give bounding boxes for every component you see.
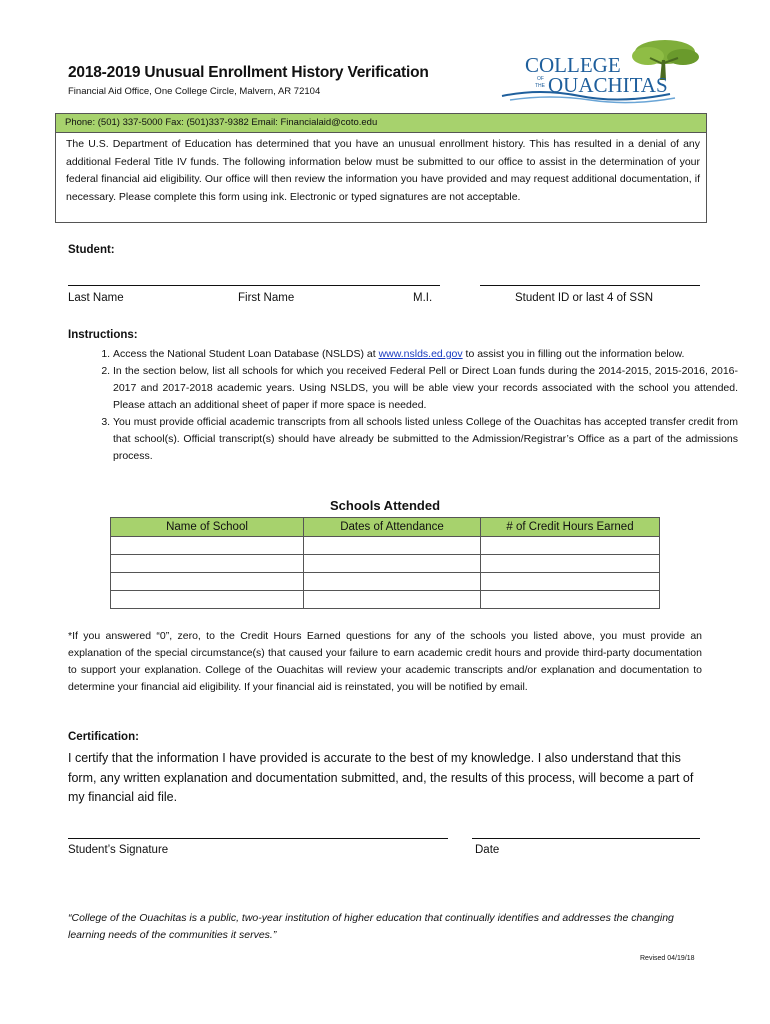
instruction-item-3: 3. You must provide official academic transcripts from all schools listed unless College of the Ouachitas has accepted transfer credit from that school(s). Official transcript(s) should have already be submitted to the Admission/Registrar’s Office as a part of the admissions process. xyxy=(113,414,738,465)
last-name-label: Last Name xyxy=(68,292,124,304)
signature-line[interactable] xyxy=(68,838,448,839)
mi-label: M.I. xyxy=(413,292,433,304)
col-credit-hours: # of Credit Hours Earned xyxy=(481,518,660,537)
instructions-heading: Instructions: xyxy=(68,329,138,341)
contact-bar: Phone: (501) 337-5000 Fax: (501)337-9382 Email: Financialaid@coto.edu xyxy=(55,113,707,133)
intro-text: The U.S. Department of Education has determined that you have an unusual enrollment history. This has resulted in a denial of any additional Federal Title IV funds. The following information below must be submitted to our office to assist in the determination of your federal financial aid eligibility. Our office will then review the information you have provided and may request additional documentation, if necessary. Please complete this form using ink. Electronic or typed signatures are not acceptable. xyxy=(55,133,707,223)
school-name-cell[interactable] xyxy=(111,591,304,609)
student-id-label: Student ID or last 4 of SSN xyxy=(515,292,654,304)
dates-cell[interactable] xyxy=(304,573,481,591)
schools-title: Schools Attended xyxy=(329,498,441,513)
col-dates: Dates of Attendance xyxy=(304,518,481,537)
school-name-cell[interactable] xyxy=(111,537,304,555)
school-name-cell[interactable] xyxy=(111,555,304,573)
instruction-item-2: 2. In the section below, list all schools for which you received Federal Pell or Direct Loan funds during the 2014-2015, 2015-2016, 2016-2017 and 2017-2018 academic years. Using NSLDS, you will be able view your records associated with the school you attended. Please attach an additional sheet of paper if more space is needed. xyxy=(113,363,738,414)
credit-hours-cell[interactable] xyxy=(481,573,660,591)
dates-cell[interactable] xyxy=(304,555,481,573)
certification-text: I certify that the information I have provided is accurate to the best of my knowledge. I also understand that this form, any written explanation and documentation submitted, and, the results of this process, will become a part of my financial aid file. xyxy=(68,751,694,804)
logo-the-text: THE xyxy=(535,83,545,89)
instructions-list xyxy=(80,346,738,465)
logo-college-text: COLLEGE xyxy=(525,53,621,77)
table-row xyxy=(111,537,660,555)
table-row xyxy=(111,555,660,573)
nslds-link[interactable]: www.nslds.ed.gov xyxy=(378,348,463,360)
certification-heading: Certification: xyxy=(68,731,139,743)
dates-cell[interactable] xyxy=(304,591,481,609)
student-name-line[interactable] xyxy=(68,285,440,286)
student-id-line[interactable] xyxy=(480,285,700,286)
instruction-item-1: 1. Access the National Student Loan Database (NSLDS) at www.nslds.ed.gov to assist you in filling out the information below. xyxy=(113,346,738,363)
date-line[interactable] xyxy=(472,838,700,839)
credit-hours-cell[interactable] xyxy=(481,591,660,609)
mission-statement: “College of the Ouachitas is a public, two-year institution of higher education that continually identifies and addresses the changing learning needs of the communities it serves.” xyxy=(68,912,674,941)
first-name-label: First Name xyxy=(238,292,295,304)
table-row xyxy=(111,573,660,591)
signature-label: Student’s Signature xyxy=(68,844,169,856)
school-name-cell[interactable] xyxy=(111,573,304,591)
zero-credit-note: *If you answered “0”, zero, to the Credit Hours Earned questions for any of the schools you listed above, you must provide an explanation of the special circumstance(s) that caused your failure to earn academic credit hours and provide third-party documentation to support your explanation. College of the Ouachitas will review your academic transcripts and/or explanation and documentation to determine your financial aid eligibility. If your financial aid is reinstated, you will be notified by email. xyxy=(68,630,702,693)
office-address: Financial Aid Office, One College Circle, Malvern, AR 72104 xyxy=(68,86,321,97)
table-row xyxy=(111,591,660,609)
student-heading: Student: xyxy=(68,244,115,256)
date-label: Date xyxy=(475,844,500,856)
logo-ouachitas-text: OUACHITAS xyxy=(548,73,668,97)
credit-hours-cell[interactable] xyxy=(481,537,660,555)
schools-table xyxy=(110,517,660,609)
page-title: 2018-2019 Unusual Enrollment History Verification xyxy=(68,64,429,81)
dates-cell[interactable] xyxy=(304,537,481,555)
col-school-name: Name of School xyxy=(111,518,304,537)
logo-of-text: OF xyxy=(537,76,544,82)
credit-hours-cell[interactable] xyxy=(481,555,660,573)
revised-date: Revised 04/19/18 xyxy=(640,955,695,962)
college-logo xyxy=(500,36,705,108)
